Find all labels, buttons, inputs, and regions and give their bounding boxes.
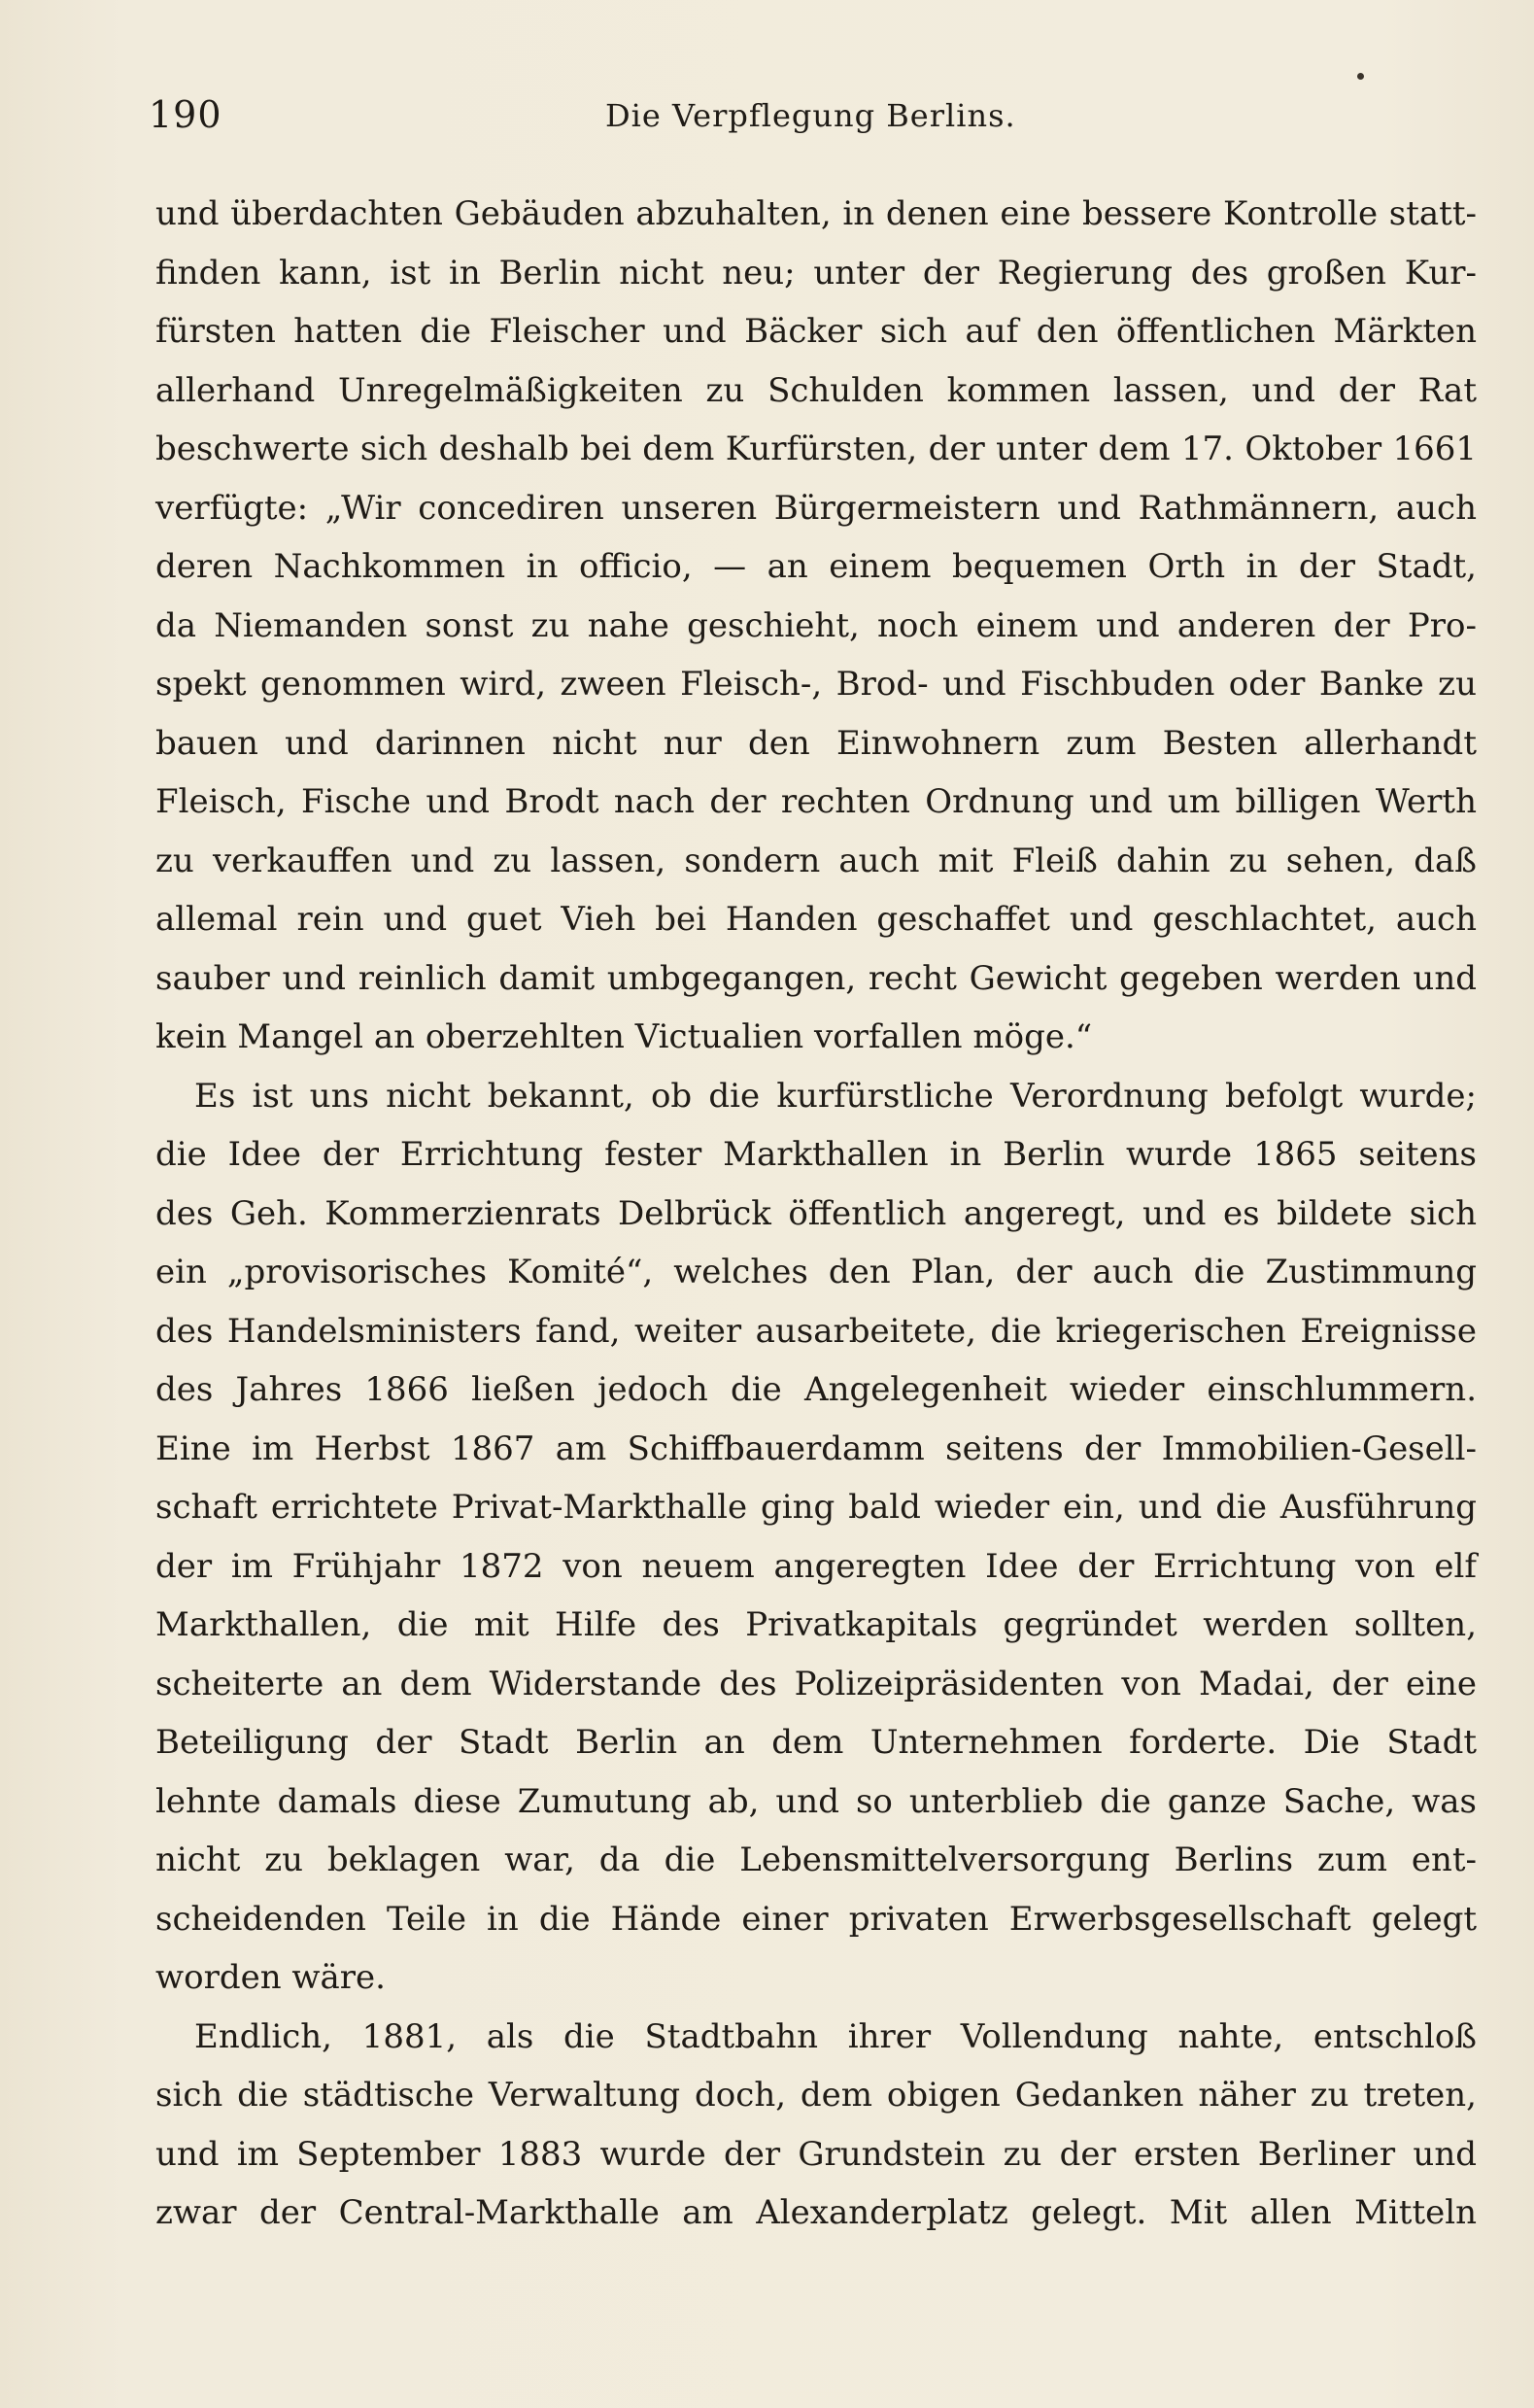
text-line: die Idee der Errichtung fester Markthallen in Berlin wurde 1865 seitens	[155, 1135, 1477, 1174]
text-line: des Jahres 1866 ließen jedoch die Angelegenheit wieder einschlummern.	[155, 1370, 1477, 1409]
text-line: des Geh. Kommerzienrats Delbrück öffentlich angeregt, und es bildete sich	[155, 1193, 1477, 1233]
running-head: Die Verpflegung Berlins.	[605, 97, 1016, 134]
text-line: spekt genommen wird, zween Fleisch-, Brod- und Fischbuden oder Banke zu	[155, 665, 1477, 704]
text-line: allemal rein und guet Vieh bei Handen geschaffet und geschlachtet, auch	[155, 900, 1477, 939]
text-line: Fleisch, Fische und Brodt nach der rechten Ordnung und um billigen Werth	[155, 782, 1477, 821]
text-line: bauen und darinnen nicht nur den Einwohnern zum Besten allerhandt	[155, 723, 1477, 763]
text-line: und überdachten Gebäuden abzuhalten, in denen eine bessere Kontrolle statt-	[155, 194, 1477, 233]
text-line: allerhand Unregelmäßigkeiten zu Schulden kommen lassen, und der Rat	[155, 370, 1477, 410]
text-line: und im September 1883 wurde der Grundstein zu der ersten Berliner und	[155, 2134, 1477, 2174]
text-line: finden kann, ist in Berlin nicht neu; unter der Regierung des großen Kur-	[155, 253, 1477, 292]
text-line: sich die städtische Verwaltung doch, dem obigen Gedanken näher zu treten,	[155, 2076, 1477, 2115]
text-line: scheiterte an dem Widerstande des Polizeipräsidenten von Madai, der eine	[155, 1664, 1477, 1703]
body-text	[155, 185, 1477, 2243]
text-line: Eine im Herbst 1867 am Schiffbauerdamm seitens der Immobilien-Gesell-	[155, 1428, 1477, 1468]
page-header	[149, 93, 1484, 142]
text-line: kein Mangel an oberzehlten Victualien vorfallen möge.“	[155, 1017, 1093, 1056]
text-line: ein „provisorisches Komité“, welches den Plan, der auch die Zustimmung	[155, 1253, 1477, 1291]
text-line: scheidenden Teile in die Hände einer privaten Erwerbsgesellschaft gelegt	[155, 1899, 1477, 1939]
text-line: Markthallen, die mit Hilfe des Privatkapitals gegründet werden sollten,	[155, 1605, 1477, 1644]
text-line: Beteiligung der Stadt Berlin an dem Unternehmen forderte. Die Stadt	[155, 1723, 1477, 1762]
text-line: Endlich, 1881, als die Stadtbahn ihrer Vollendung nahte, entschloß	[194, 2016, 1477, 2056]
page-number: 190	[149, 93, 222, 136]
text-line: schaft errichtete Privat-Markthalle ging bald wieder ein, und die Ausführung	[155, 1488, 1477, 1527]
text-line: nicht zu beklagen war, da die Lebensmittelversorgung Berlins zum ent-	[155, 1840, 1477, 1879]
text-line: zwar der Central-Markthalle am Alexanderplatz gelegt. Mit allen Mitteln	[155, 2193, 1477, 2232]
ink-speck	[1357, 73, 1364, 80]
text-line: beschwerte sich deshalb bei dem Kurfürsten, der unter dem 17. Oktober 1661	[155, 430, 1477, 468]
text-line: verfügte: „Wir concediren unseren Bürgermeistern und Rathmännern, auch	[155, 488, 1477, 528]
text-line: Es ist uns nicht bekannt, ob die kurfürstliche Verordnung befolgt wurde;	[194, 1076, 1477, 1116]
text-line: zu verkauffen und zu lassen, sondern auch mit Fleiß dahin zu sehen, daß	[155, 841, 1477, 880]
text-line: deren Nachkommen in officio, — an einem bequemen Orth in der Stadt,	[155, 547, 1477, 586]
text-line: der im Frühjahr 1872 von neuem angeregten Idee der Errichtung von elf	[155, 1546, 1477, 1586]
text-line: des Handelsministers fand, weiter ausarbeitete, die kriegerischen Ereignisse	[155, 1311, 1477, 1351]
text-line: da Niemanden sonst zu nahe geschieht, noch einem und anderen der Pro-	[155, 605, 1477, 645]
text-line: lehnte damals diese Zumutung ab, und so unterblieb die ganze Sache, was	[155, 1781, 1477, 1821]
text-line: worden wäre.	[155, 1958, 386, 1997]
text-line: fürsten hatten die Fleischer und Bäcker sich auf den öffentlichen Märkten	[155, 312, 1477, 351]
text-line: sauber und reinlich damit umbgegangen, recht Gewicht gegeben werden und	[155, 958, 1477, 998]
